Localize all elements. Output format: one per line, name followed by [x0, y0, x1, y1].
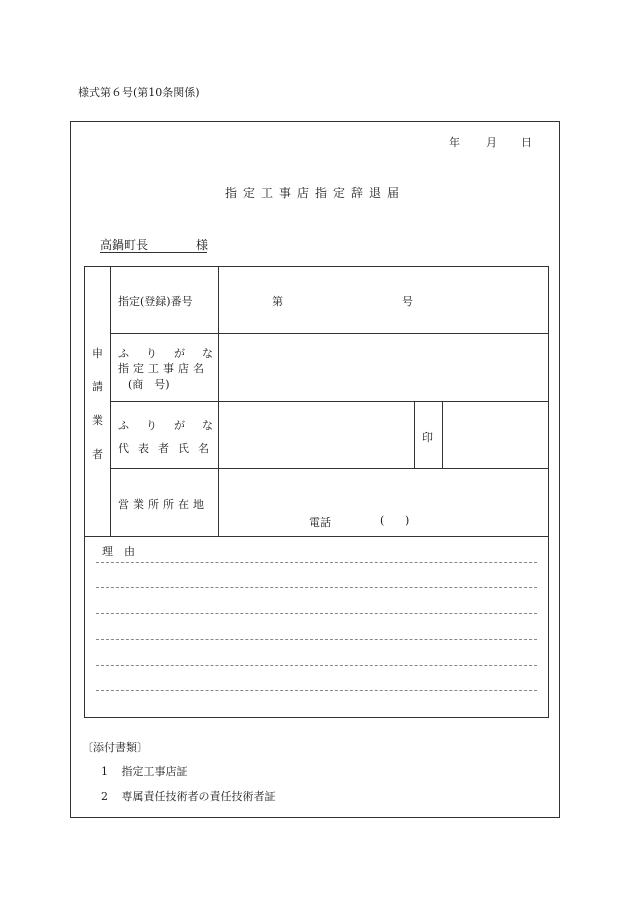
row-divider-4 [84, 536, 548, 537]
table-left-border [84, 266, 85, 717]
reason-line-2 [96, 587, 537, 588]
reason-label: 理 由 [102, 545, 135, 558]
registration-suffix: 号 [402, 295, 413, 308]
side-label-char-4: 者 [92, 448, 103, 461]
shop-name-label: 指定工事店名 [118, 362, 208, 375]
side-label-char-2: 請 [92, 380, 103, 393]
table-bottom-border [84, 717, 549, 718]
side-label-char-3: 業 [92, 414, 103, 427]
seal-mark: 印 [422, 431, 433, 444]
date-day: 日 [521, 136, 532, 149]
registration-prefix: 第 [272, 295, 283, 308]
attachment-number: 2 [101, 790, 108, 803]
form-number: 様式第６号(第10条関係) [78, 86, 200, 99]
date-year: 年 [449, 136, 460, 149]
attachment-text: 指定工事店証 [121, 765, 188, 778]
seal-box-right [442, 401, 443, 468]
date-month: 月 [486, 136, 497, 149]
addressee-honorific: 様 [196, 238, 209, 252]
row-divider-3 [110, 468, 548, 469]
trade-name-label: (商 号) [128, 378, 170, 391]
registration-number-label: 指定(登録)番号 [118, 295, 193, 308]
addressee-name: 高鍋町長 [100, 238, 149, 252]
side-label-char-1: 申 [92, 347, 103, 360]
phone-paren-close: ) [405, 514, 410, 527]
representative-name-label: 代表者氏名 [118, 442, 218, 455]
addressee-underline [100, 252, 207, 253]
furigana-label-shop: ふりがな [118, 347, 230, 360]
reason-line-5 [96, 665, 537, 666]
reason-line-6 [96, 690, 537, 691]
attachment-text: 専属責任技術者の責任技術者証 [121, 790, 276, 803]
phone-label: 電話 [309, 516, 331, 529]
attachment-item-1 [101, 763, 188, 779]
seal-box-left [414, 401, 415, 468]
row-divider-2 [110, 401, 548, 402]
office-address-label: 営業所所在地 [118, 498, 208, 511]
form-frame [70, 121, 560, 818]
document-title: 指定工事店指定辞退届 [224, 186, 405, 200]
reason-line-3 [96, 613, 537, 614]
phone-paren-open: ( [380, 514, 385, 527]
table-right-border [548, 266, 549, 717]
attachment-item-2 [101, 788, 276, 804]
table-top-border [84, 266, 549, 267]
reason-line-4 [96, 639, 537, 640]
reason-line-1 [96, 562, 537, 563]
addressee [100, 236, 209, 253]
furigana-label-rep: ふりがな [118, 419, 230, 432]
attachment-number: 1 [101, 765, 108, 778]
row-divider-1 [110, 333, 548, 334]
attachments-heading: 〔添付書類〕 [82, 741, 148, 754]
